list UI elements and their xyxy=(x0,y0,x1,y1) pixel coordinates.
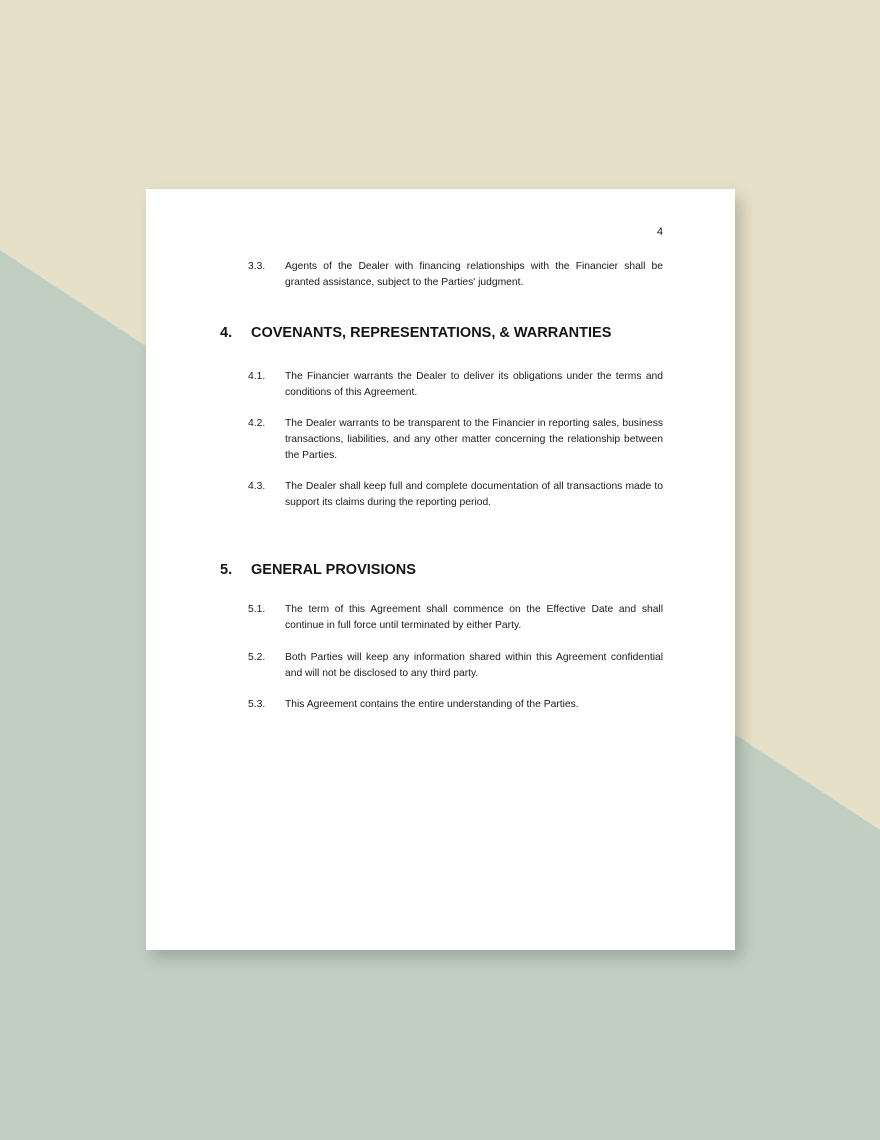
clause-number: 5.1. xyxy=(248,604,266,615)
clause-3-3 xyxy=(248,259,663,291)
clause-number: 5.2. xyxy=(248,652,266,663)
clause-number: 3.3. xyxy=(248,261,266,272)
clause-text: The Dealer warrants to be transparent to the Financier in reporting sales, business transactions, liabilities, and any other matter concerning the relationship between the Parties. xyxy=(285,418,663,461)
section-heading-4 xyxy=(220,325,611,341)
clause-text: The Financier warrants the Dealer to deliver its obligations under the terms and conditions of this Agreement. xyxy=(285,371,663,398)
clause-4-1 xyxy=(248,369,663,401)
clause-text: Agents of the Dealer with financing relationships with the Financier shall be granted assistance, subject to the Parties' judgment. xyxy=(285,261,663,288)
clause-text: The term of this Agreement shall commence on the Effective Date and shall continue in full force until terminated by either Party. xyxy=(285,604,663,631)
clause-text: Both Parties will keep any information shared within this Agreement confidential and will not be disclosed to any third party. xyxy=(285,652,663,679)
page-number: 4 xyxy=(656,226,663,238)
section-number: 5. xyxy=(220,562,233,578)
clause-5-2 xyxy=(248,650,663,682)
clause-number: 4.2. xyxy=(248,418,266,429)
clause-text: The Dealer shall keep full and complete documentation of all transactions made to support its claims during the reporting period. xyxy=(285,481,663,508)
clause-number: 4.3. xyxy=(248,481,266,492)
clause-4-2 xyxy=(248,416,663,464)
clause-5-1 xyxy=(248,602,663,634)
clause-number: 4.1. xyxy=(248,371,266,382)
section-title: GENERAL PROVISIONS xyxy=(251,562,416,578)
clause-4-3 xyxy=(248,479,663,511)
section-title: COVENANTS, REPRESENTATIONS, & WARRANTIES xyxy=(251,325,612,341)
clause-5-3 xyxy=(248,697,663,713)
section-heading-5 xyxy=(220,562,416,578)
document-page xyxy=(146,189,735,950)
section-number: 4. xyxy=(220,325,233,341)
clause-text: This Agreement contains the entire understanding of the Parties. xyxy=(285,699,579,710)
clause-number: 5.3. xyxy=(248,699,266,710)
